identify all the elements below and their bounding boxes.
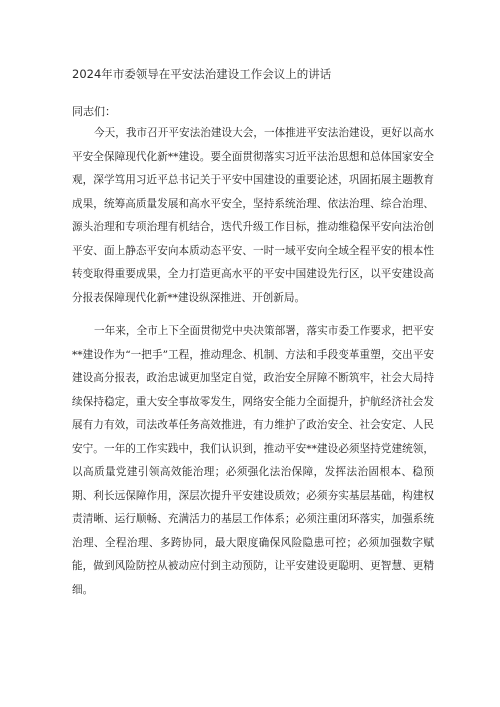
paragraph-review: 一年来，全市上下全面贯彻党中央决策部署，落实市委工作要求，把平安**建设作为“一把手”工程，推动理念、机制、方法和手段变革重塑，交出平安建设高分报表，政治忠诚更加坚定自觉，政治安全屏障不断筑牢，社会大局持续保持稳定，重大安全事故零发生，网络安全能力全面提升，护航经济社会发展有力有效，司法改革任务高效推进，有力维护了政治安全、社会安定、人民安宁。一年的工作实践中，我们认识到，推动平安**建设必须坚持党建统领，以高质量党建引领高效能治理；必须强化法治保障，发挥法治固根本、稳预期、利长远保障作用，深层次提升平安建设质效；必须夯实基层基础，构建权责清晰、运行顺畅、充满活力的基层工作体系；必须注重闭环落实，加强系统治理、全程治理、多跨协同，最大限度确保风险隐患可控；必须加强数字赋能，做到风险防控从被动应付到主动预防，让平安建设更聪明、更智慧、更精细。 <box>72 325 434 596</box>
paragraph-opening: 今天，我市召开平安法治建设大会，一体推进平安法治建设，更好以高水平安全保障现代化新**建设。要全面贯彻落实习近平法治思想和总体国家安全观，深学笃用习近平总书记关于平安中国建设的重要论述，巩固拓展主题教育成果，统筹高质量发展和高水平安全，坚持系统治理、依法治理、综合治理、源头治理和专项治理有机结合，迭代升级工作目标，推动维稳保平安向法治创平安、面上静态平安向本质动态平安、一时一域平安向全域全程平安的根本性转变取得重要成果，全力打造更高水平的平安中国建设先行区，以平安建设高分报表保障现代化新**建设纵深推进、开创新局。 <box>72 127 434 304</box>
salutation: 同志们： <box>72 105 116 118</box>
document-title: 2024年市委领导在平安法治建设工作会议上的讲话 <box>72 67 332 81</box>
